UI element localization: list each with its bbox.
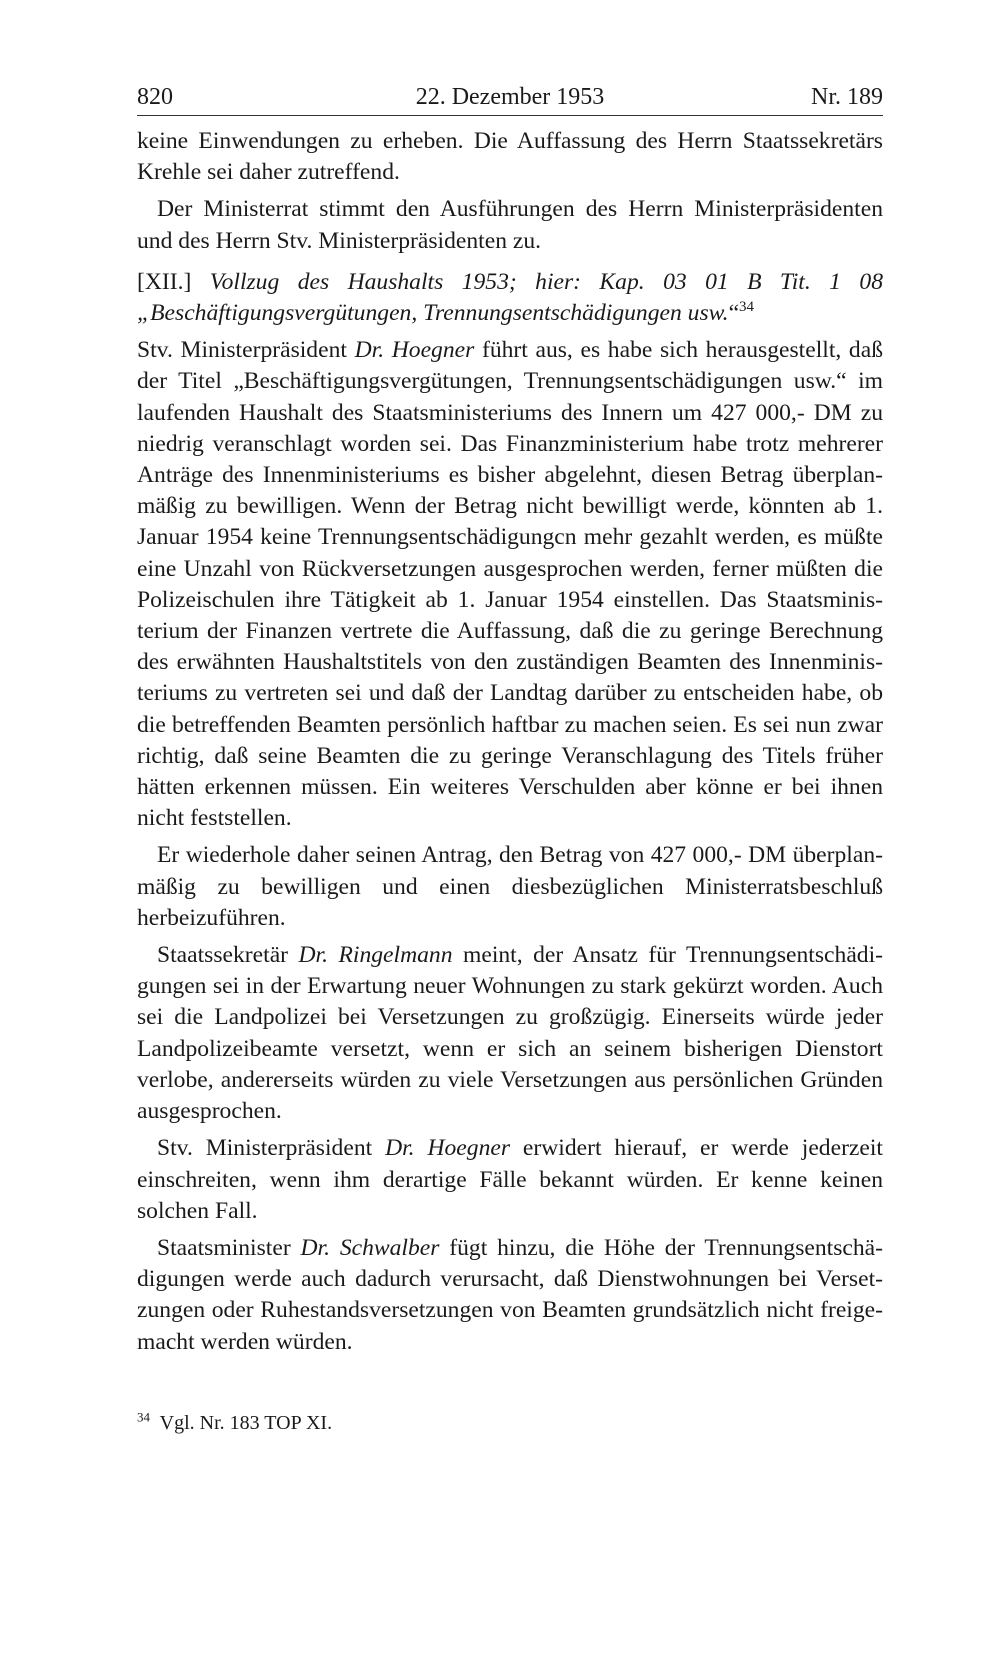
statement-text: meint, der Ansatz für Trennungsentschädigungen sei in der Erwartung neuer Wohnungen zu stark gekürzt worden. Auch sei die Landpolizei bei Versetzungen zu großzügig. Einerseits würde jeder Landpolizeibeamte versetzt, wenn er sich an seinem bisherigen Dienstort verlobe, andererseits würden zu viele Versetzungen aus persönlichen Gründen ausgesprochen. [137, 942, 883, 1125]
paragraph-continuation: keine Einwendungen zu erheben. Die Auffassung des Herrn Staatssekretärs Krehle sei daher zutreffend. [137, 128, 883, 186]
speaker-name: Dr. Schwalber [300, 1234, 440, 1261]
speaker-name: Dr. Hoegner [354, 337, 475, 364]
footnotes [137, 1410, 883, 1436]
agenda-item-close-quote: “ [728, 300, 740, 327]
paragraph-ringelmann-statement [137, 940, 883, 1127]
page-number: 820 [137, 84, 173, 110]
statement-text: erwidert hierauf, er werde jederzeit einschreiten, wenn ihm derartige Fälle bekannt würden. Er kenne keinen solchen Fall. [137, 1135, 883, 1224]
footnote-reference[interactable]: 34 [739, 299, 755, 316]
header-date: 22. Dezember 1953 [415, 84, 605, 110]
page [137, 76, 883, 1358]
paragraph-council-agrees: Der Ministerrat stimmt den Ausführungen des Herrn Ministerpräsidenten und des Herrn Stv. Ministerpräsidenten zu. [137, 196, 883, 254]
speaker-title: Staatssekretär [157, 942, 299, 969]
footnote-text: Vgl. Nr. 183 TOP XI. [159, 1412, 333, 1434]
running-head [137, 76, 883, 116]
agenda-item-heading [137, 267, 883, 329]
footnote [137, 1410, 883, 1436]
paragraph-hoegner-statement [137, 335, 883, 834]
footnote-number: 34 [137, 1409, 150, 1425]
header-rule [137, 115, 883, 116]
document-number: Nr. 189 [811, 84, 883, 110]
paragraph-schwalber-statement [137, 1233, 883, 1358]
paragraph-hoegner-reply [137, 1133, 883, 1227]
statement-text: führt aus, es habe sich herausgestellt, daß der Titel „Beschäftigungsvergütungen, Trennungsentschädigungen usw.“ im laufenden Haushalt des Staatsministeriums des Innern um 427 000,- DM zu niedrig veranschlagt worden sei. Das Finanzministerium habe trotz mehrerer Anträge des Innenministeriums es bisher abgelehnt, diesen Betrag überplanmäßig zu bewilligen. Wenn der Betrag nicht bewilligt werde, könnten ab 1. Januar 1954 keine Trennungsentschädigungcn mehr gezahlt werden, es müßte eine Unzahl von Rückversetzungen ausgesprochen werden, ferner müßten die Polizeischulen ihre Tätigkeit ab 1. Januar 1954 einstellen. Das Staatsministerium der Finanzen vertrete die Auffassung, daß die zu geringe Berechnung des erwähnten Haushaltstitels von den zuständigen Beamten des Innenministeriums zu vertreten sei und daß der Landtag darüber zu entscheiden habe, ob die betreffenden Beamten persönlich haftbar zu machen seien. Es sei nun zwar richtig, daß seine Beamten die zu geringe Veranschlagung des Titels früher hätten erkennen müssen. Ein weiteres Verschulden aber könne er bei ihnen nicht feststellen. [137, 337, 883, 832]
speaker-name: Dr. Hoegner [385, 1135, 511, 1162]
agenda-item-title: Vollzug des Haushalts 1953; hier: Kap. 03 01 B Tit. 1 08 „Beschäftigungsvergütungen, Trennungsentschädigungen usw. [137, 268, 883, 327]
speaker-title: Stv. Ministerpräsident [137, 337, 355, 364]
paragraph-renewed-request: Er wiederhole daher seinen Antrag, den Betrag von 427 000,- DM überplanmäßig zu bewilligen und einen diesbezüglichen Ministerratsbeschluß herbeizuführen. [137, 842, 883, 931]
statement-text: fügt hinzu, die Höhe der Trennungsentschädigungen werde auch dadurch verursacht, daß Dienstwohnungen bei Versetzungen oder Ruhestandsversetzungen von Beamten grundsätzlich nicht freigemacht werden würden. [137, 1234, 883, 1355]
speaker-title: Staatsminister [157, 1234, 301, 1261]
speaker-name: Dr. Ringelmann [298, 942, 453, 969]
speaker-title: Stv. Ministerpräsident [157, 1135, 386, 1162]
body-text [137, 126, 883, 1358]
agenda-item-number: [XII.] [137, 268, 192, 295]
